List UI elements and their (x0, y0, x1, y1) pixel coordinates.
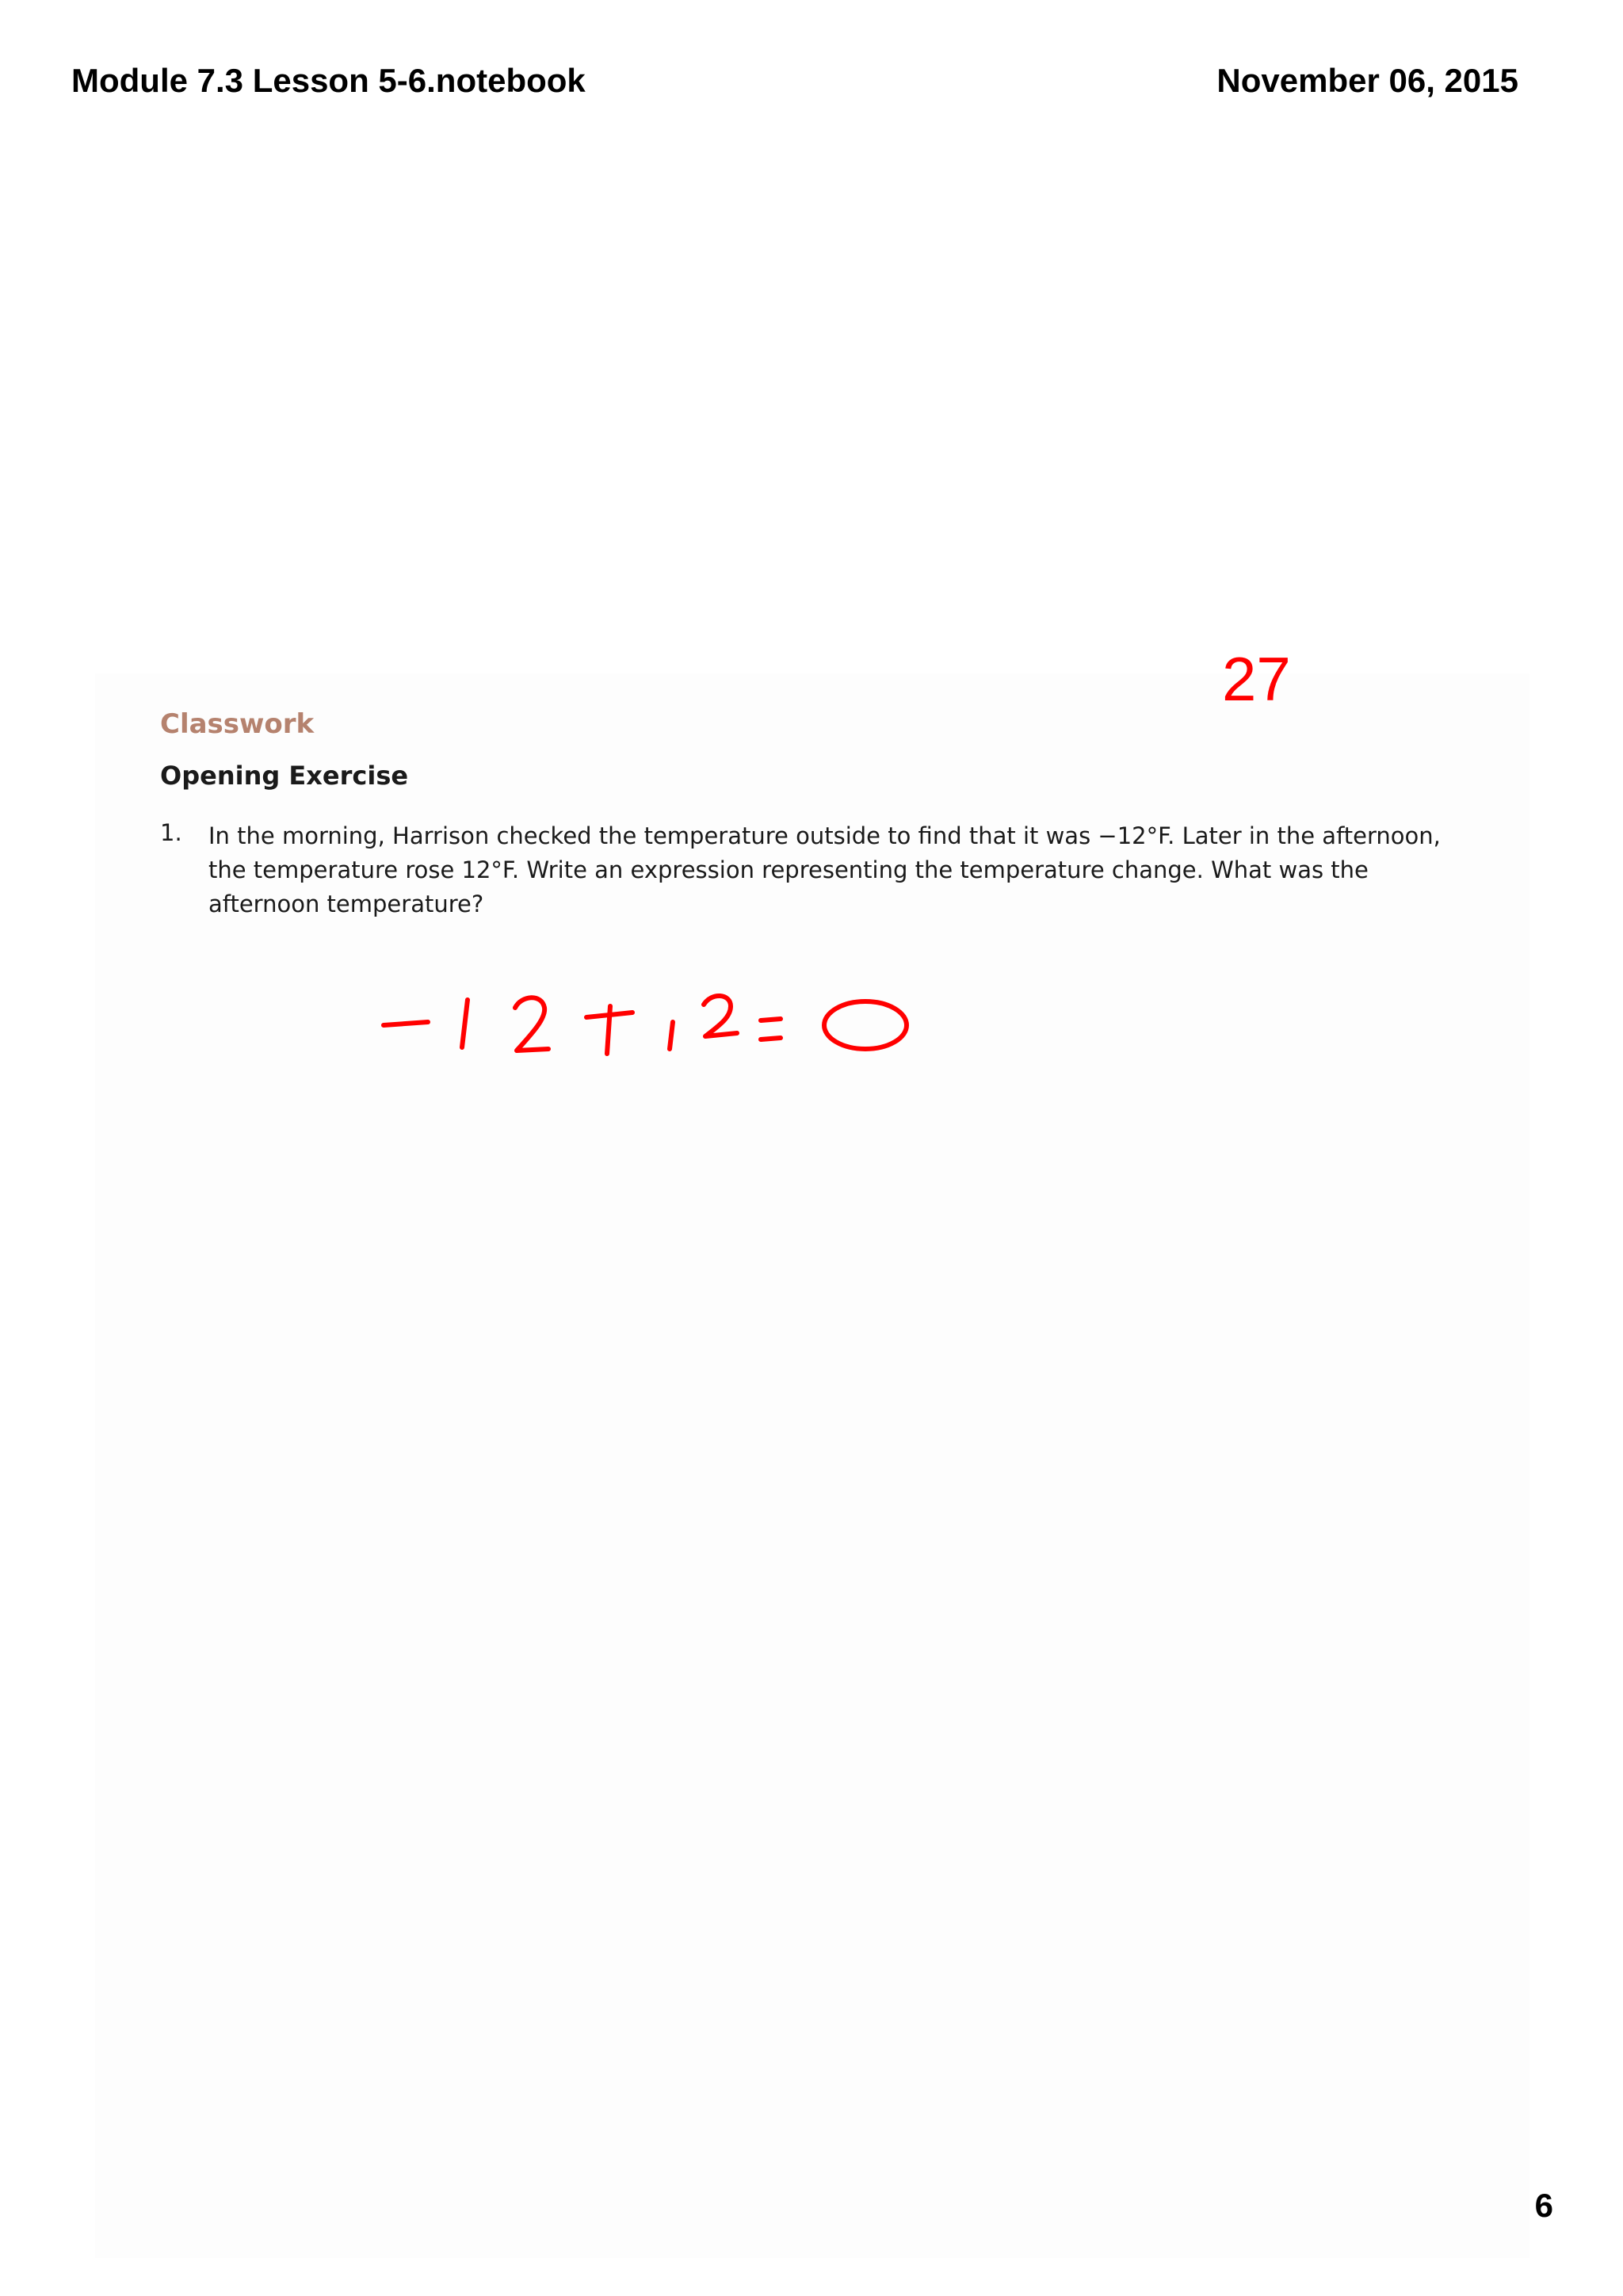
section-heading: Classwork (160, 708, 315, 740)
problem-text: In the morning, Harrison checked the temperature outside to find that it was −12°F. Later in the afternoon, the temperature rose 12°F. Write an expression representing the temperature change. What was the afternoon temperature? (208, 822, 1441, 917)
problem-number: 1. (160, 819, 182, 846)
digit-two-stroke (515, 997, 548, 1051)
equals-top-stroke (761, 1019, 781, 1020)
minus-stroke (384, 1022, 428, 1025)
notebook-date: November 06, 2015 (1216, 62, 1518, 99)
digit-one-stroke (462, 1000, 468, 1047)
equals-bottom-stroke (761, 1038, 781, 1039)
plus-horizontal-stroke (586, 1013, 632, 1017)
digit-one-stroke-2 (670, 1022, 673, 1049)
page-number: 6 (1534, 2187, 1553, 2224)
handwritten-answer (372, 974, 927, 1062)
digit-zero-stroke (824, 1001, 907, 1049)
handwritten-page-number-annotation: 27 (1222, 644, 1291, 714)
exercise-heading: Opening Exercise (160, 761, 409, 791)
notebook-title: Module 7.3 Lesson 5-6.notebook (71, 62, 586, 99)
digit-two-stroke-2 (704, 996, 737, 1036)
